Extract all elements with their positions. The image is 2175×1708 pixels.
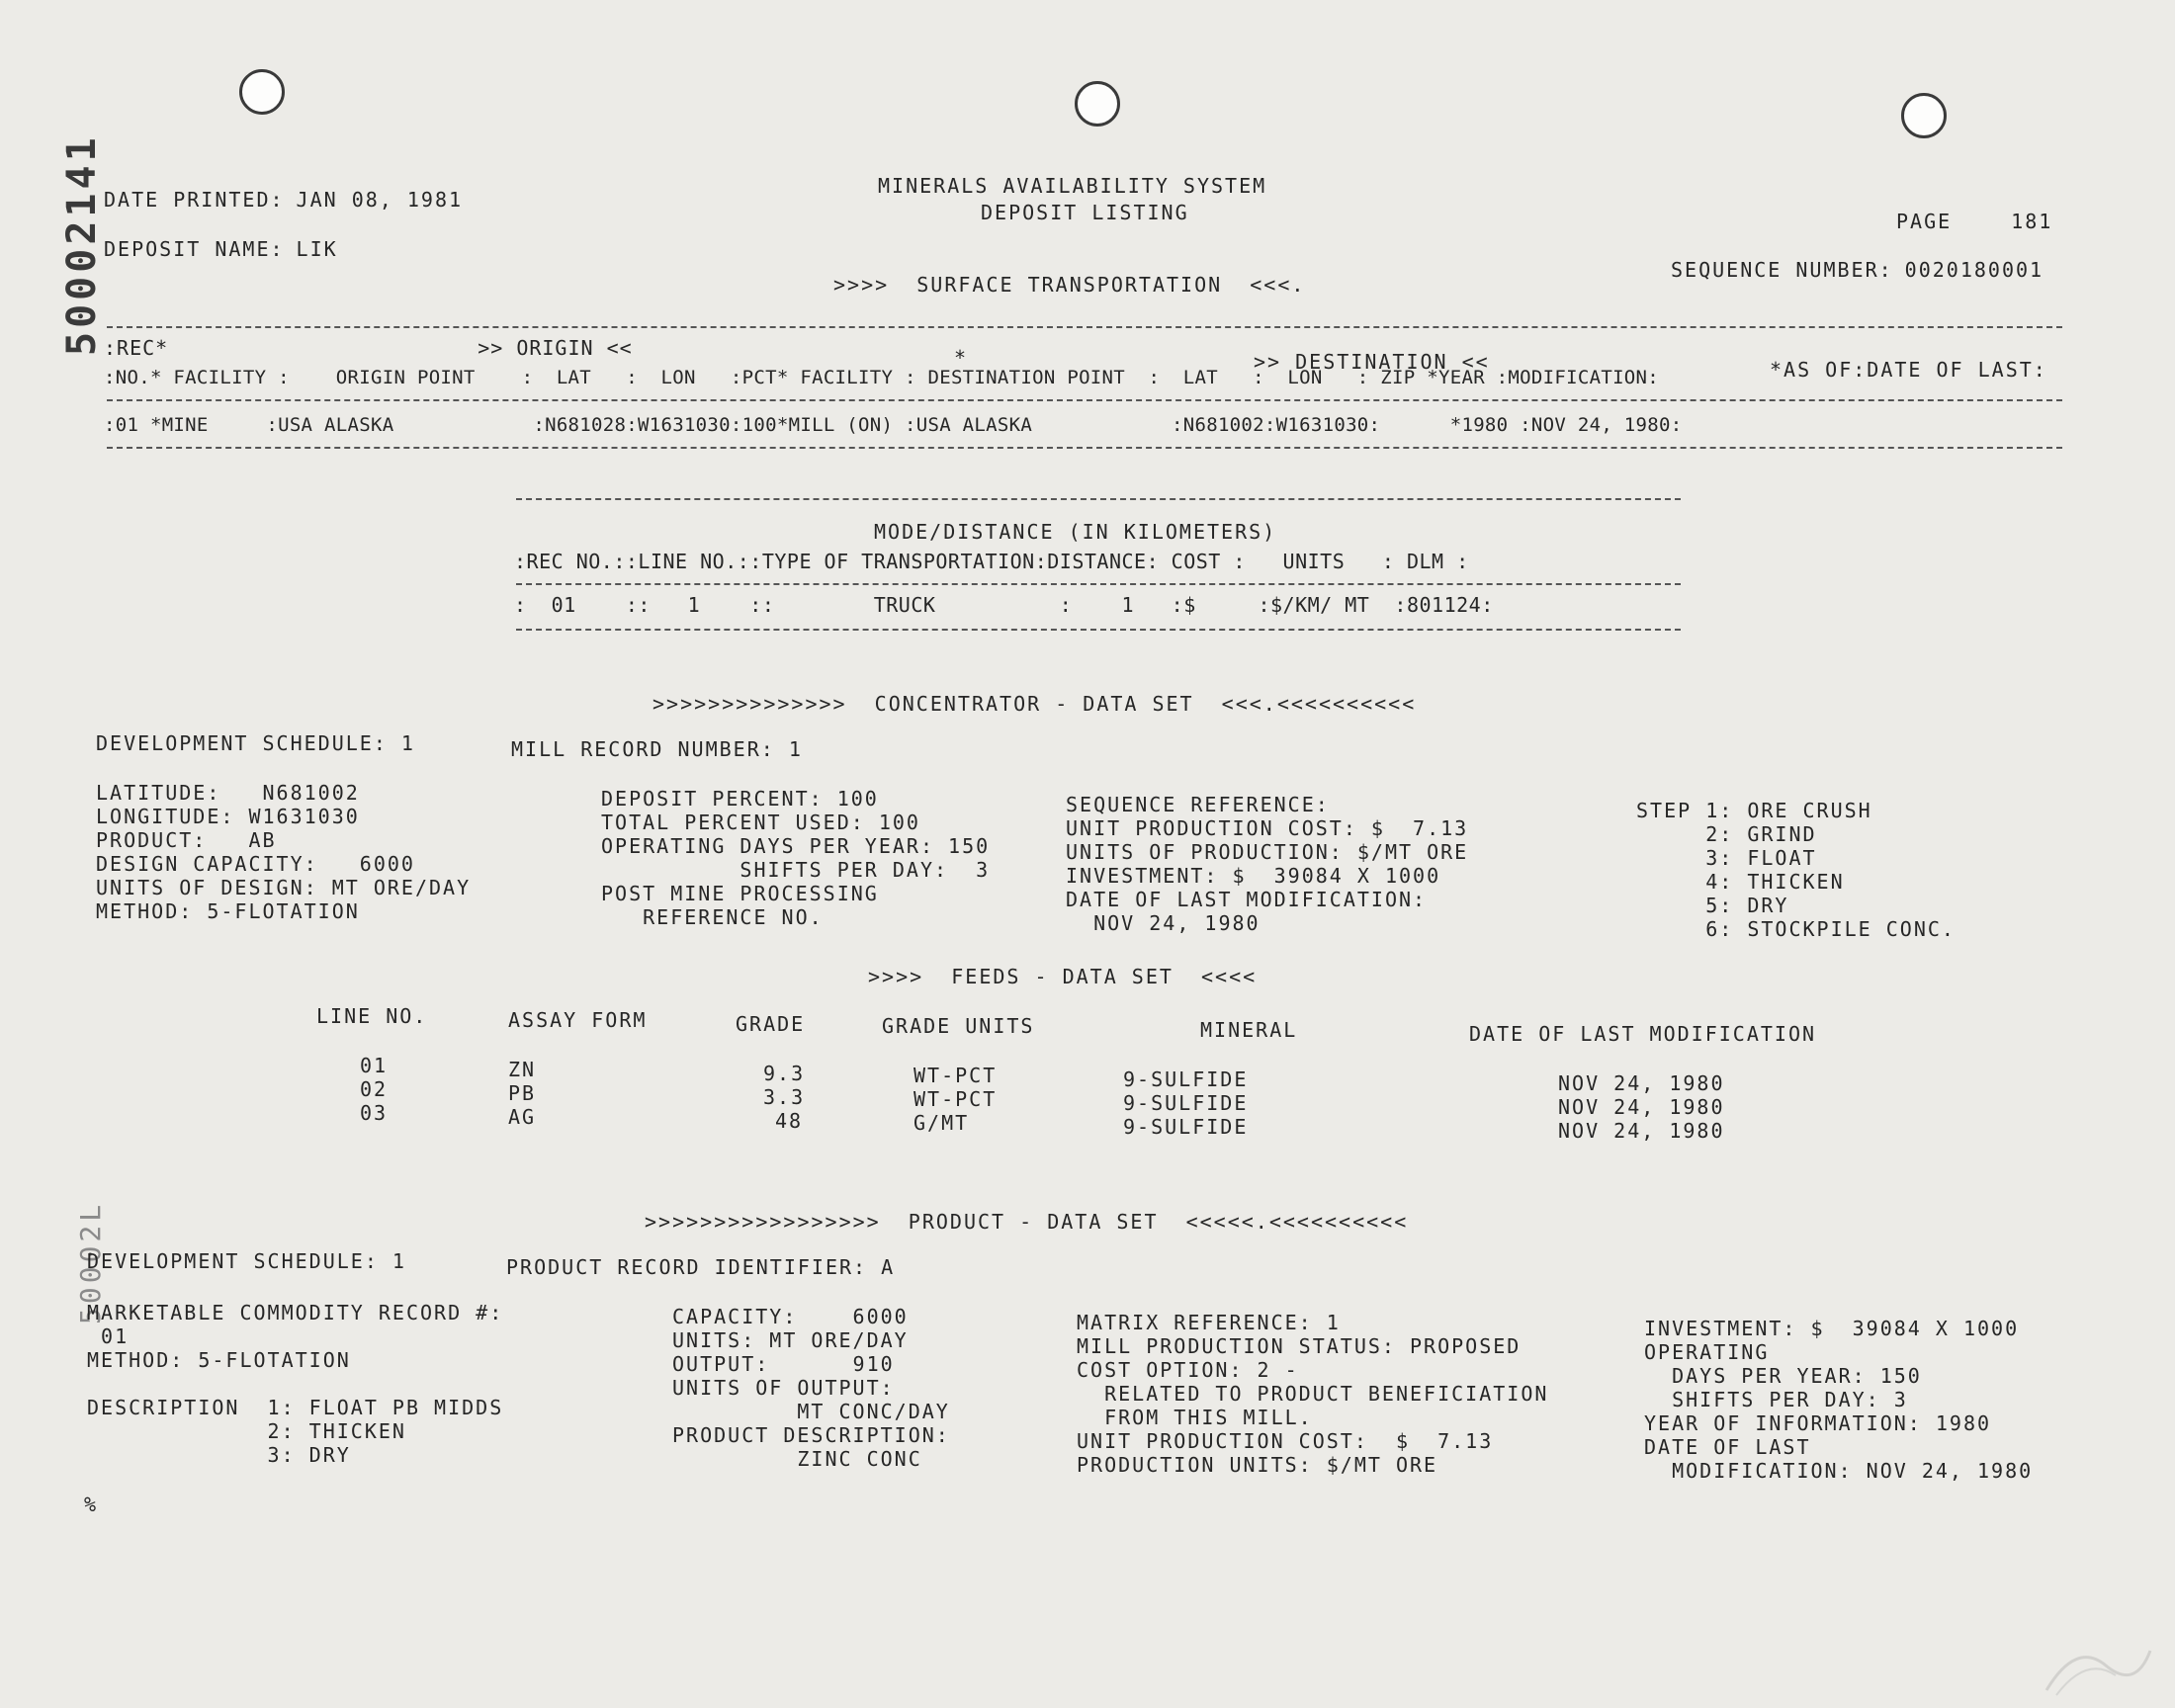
product-description-3: 3: DRY xyxy=(87,1443,351,1467)
product-units: UNITS: MT ORE/DAY xyxy=(672,1328,909,1352)
product-description-value: ZINC CONC xyxy=(672,1447,922,1471)
page-number xyxy=(1896,210,2052,233)
concentrator-date-of-last-modification: DATE OF LAST MODIFICATION: xyxy=(1066,888,1428,911)
surface-header-line2: :NO.* FACILITY : ORIGIN POINT : LAT : LON :PCT* FACILITY : DESTINATION POINT : LAT : LON : ZIP *YEAR :MODIFICATION: xyxy=(104,367,1660,388)
feeds-row-3-units: G/MT xyxy=(914,1111,970,1135)
product-unit-production-cost: UNIT PRODUCTION COST: $ 7.13 xyxy=(1077,1429,1494,1453)
concentrator-longitude: LONGITUDE: W1631030 xyxy=(96,805,360,828)
concentrator-total-percent: TOTAL PERCENT USED: 100 xyxy=(601,811,920,834)
feeds-row-2-mineral: 9-SULFIDE xyxy=(1123,1091,1249,1115)
feeds-row-3-date: NOV 24, 1980 xyxy=(1558,1119,1725,1143)
feeds-row-2-date: NOV 24, 1980 xyxy=(1558,1095,1725,1119)
deposit-name-value: LIK xyxy=(296,237,338,261)
concentrator-units-of-design: UNITS OF DESIGN: MT ORE/DAY xyxy=(96,876,472,899)
product-cost-option: COST OPTION: 2 - xyxy=(1077,1358,1299,1382)
feeds-row-1-assay: ZN xyxy=(508,1058,537,1081)
feeds-column-date: DATE OF LAST MODIFICATION xyxy=(1469,1022,1817,1046)
feeds-row-3-grade: 48 xyxy=(775,1109,804,1133)
concentrator-step-2: 2: GRIND xyxy=(1636,822,1817,846)
concentrator-column-1 xyxy=(96,781,471,923)
mode-table-rule-bottom xyxy=(516,629,1681,631)
punch-hole-center xyxy=(1075,81,1120,127)
deposit-name-label: DEPOSIT NAME: xyxy=(104,237,285,261)
date-printed-value: JAN 08, 1981 xyxy=(296,188,464,212)
feeds-column-mineral: MINERAL xyxy=(1200,1018,1298,1042)
concentrator-step-5: 5: DRY xyxy=(1636,894,1789,917)
concentrator-modification-date: NOV 24, 1980 xyxy=(1066,911,1261,935)
concentrator-deposit-percent: DEPOSIT PERCENT: 100 xyxy=(601,787,879,811)
product-operating: OPERATING xyxy=(1644,1340,1770,1364)
feeds-row-1-line: 01 xyxy=(360,1054,389,1077)
listing-title: DEPOSIT LISTING xyxy=(981,201,1189,224)
product-column-1 xyxy=(87,1301,503,1467)
feeds-column-grade-units: GRADE UNITS xyxy=(882,1014,1035,1038)
product-matrix-reference: MATRIX REFERENCE: 1 xyxy=(1077,1311,1341,1334)
concentrator-step-4: 4: THICKEN xyxy=(1636,870,1845,894)
product-date-of-last: DATE OF LAST xyxy=(1644,1435,1811,1459)
sequence-value: 0020180001 xyxy=(1904,258,2044,282)
feeds-row-2-grade: 3.3 xyxy=(763,1085,806,1109)
concentrator-shifts-per-day: SHIFTS PER DAY: 3 xyxy=(601,858,991,882)
concentrator-unit-production-cost: UNIT PRODUCTION COST: $ 7.13 xyxy=(1066,816,1469,840)
concentrator-column-3 xyxy=(1066,793,1468,935)
product-days-per-year: DAYS PER YEAR: 150 xyxy=(1644,1364,1922,1388)
mode-header: :REC NO.::LINE NO.::TYPE OF TRANSPORTATION:DISTANCE: COST : UNITS : DLM : xyxy=(514,550,1469,573)
product-description-1: DESCRIPTION 1: FLOAT PB MIDDS xyxy=(87,1396,504,1419)
concentrator-mill-record: MILL RECORD NUMBER: 1 xyxy=(511,737,803,761)
page-value: 181 xyxy=(2011,210,2053,233)
product-description-label: PRODUCT DESCRIPTION: xyxy=(672,1423,950,1447)
concentrator-reference-no: REFERENCE NO. xyxy=(601,905,824,929)
feeds-row-1-grade: 9.3 xyxy=(763,1062,806,1085)
surface-header-destination: >> DESTINATION << xyxy=(1254,350,1490,374)
product-year-of-information: YEAR OF INFORMATION: 1980 xyxy=(1644,1411,1992,1435)
seal-emboss xyxy=(2037,1621,2155,1700)
side-stamp-number: 50002141 xyxy=(59,133,105,356)
mode-table-rule-top xyxy=(516,498,1681,500)
product-development-schedule: DEVELOPMENT SCHEDULE: 1 xyxy=(87,1249,406,1273)
product-column-3 xyxy=(1077,1311,1548,1477)
product-method: METHOD: 5-FLOTATION xyxy=(87,1348,351,1372)
product-marketable-commodity: MARKETABLE COMMODITY RECORD #: xyxy=(87,1301,504,1324)
surface-header-line1: :REC* >> ORIGIN << xyxy=(104,336,633,360)
concentrator-design-capacity: DESIGN CAPACITY: 6000 xyxy=(96,852,415,876)
concentrator-operating-days: OPERATING DAYS PER YEAR: 150 xyxy=(601,834,991,858)
concentrator-latitude: LATITUDE: N681002 xyxy=(96,781,360,805)
product-record-identifier: PRODUCT RECORD IDENTIFIER: A xyxy=(506,1255,896,1279)
date-printed-label: DATE PRINTED: xyxy=(104,188,285,212)
surface-row: :01 *MINE :USA ALASKA :N681028:W1631030:100*MILL (ON) :USA ALASKA :N681002:W1631030: *1980 :NOV 24, 1980: xyxy=(104,414,1683,436)
mode-table-rule-mid xyxy=(516,583,1681,585)
product-units-of-output-value: MT CONC/DAY xyxy=(672,1400,950,1423)
product-mill-status: MILL PRODUCTION STATUS: PROPOSED xyxy=(1077,1334,1522,1358)
concentrator-investment: INVESTMENT: $ 39084 X 1000 xyxy=(1066,864,1441,888)
product-investment: INVESTMENT: $ 39084 X 1000 xyxy=(1644,1317,2020,1340)
product-capacity: CAPACITY: 6000 xyxy=(672,1305,909,1328)
concentrator-step-1: STEP 1: ORE CRUSH xyxy=(1636,799,1872,822)
concentrator-steps xyxy=(1636,799,1956,941)
concentrator-product: PRODUCT: AB xyxy=(96,828,277,852)
surface-transportation-heading: >>>> SURFACE TRANSPORTATION <<<. xyxy=(833,273,1306,297)
feeds-column-grade: GRADE xyxy=(736,1012,806,1036)
feeds-row-3-assay: AG xyxy=(508,1105,537,1129)
product-cost-option-desc-1: RELATED TO PRODUCT BENEFICIATION xyxy=(1077,1382,1549,1406)
surface-table-rule-top xyxy=(107,326,2062,328)
product-commodity-value: 01 xyxy=(87,1324,130,1348)
concentrator-method: METHOD: 5-FLOTATION xyxy=(96,899,360,923)
footer-percent: % xyxy=(84,1493,99,1516)
surface-table-rule-mid xyxy=(107,399,2062,401)
product-column-2 xyxy=(672,1305,950,1471)
punch-hole-right xyxy=(1901,93,1947,138)
side-stamp-number-lower: 50002L xyxy=(74,1200,107,1324)
feeds-row-1-date: NOV 24, 1980 xyxy=(1558,1071,1725,1095)
date-printed xyxy=(104,188,463,212)
product-output: OUTPUT: 910 xyxy=(672,1352,895,1376)
concentrator-column-2 xyxy=(601,787,990,929)
product-modification: MODIFICATION: NOV 24, 1980 xyxy=(1644,1459,2034,1483)
product-description-2: 2: THICKEN xyxy=(87,1419,406,1443)
feeds-row-2-units: WT-PCT xyxy=(914,1087,998,1111)
product-heading: >>>>>>>>>>>>>>>>> PRODUCT - DATA SET <<<<<.<<<<<<<<<< xyxy=(645,1210,1409,1234)
feeds-row-3-line: 03 xyxy=(360,1101,389,1125)
mode-title: MODE/DISTANCE (IN KILOMETERS) xyxy=(874,520,1277,544)
concentrator-development-schedule: DEVELOPMENT SCHEDULE: 1 xyxy=(96,731,415,755)
sequence-label: SEQUENCE NUMBER: xyxy=(1671,258,1893,282)
product-shifts-per-day: SHIFTS PER DAY: 3 xyxy=(1644,1388,1908,1411)
system-title: MINERALS AVAILABILITY SYSTEM xyxy=(878,174,1267,198)
product-spacer xyxy=(87,1372,503,1396)
feeds-row-2-assay: PB xyxy=(508,1081,537,1105)
surface-header-right: *AS OF:DATE OF LAST: xyxy=(1770,358,2047,382)
concentrator-heading: >>>>>>>>>>>>>> CONCENTRATOR - DATA SET <<<.<<<<<<<<<< xyxy=(652,692,1417,716)
product-column-4 xyxy=(1644,1317,2033,1483)
product-units-of-output: UNITS OF OUTPUT: xyxy=(672,1376,895,1400)
feeds-row-3-mineral: 9-SULFIDE xyxy=(1123,1115,1249,1139)
concentrator-sequence-reference: SEQUENCE REFERENCE: xyxy=(1066,793,1330,816)
product-cost-option-desc-2: FROM THIS MILL. xyxy=(1077,1406,1313,1429)
feeds-column-assay-form: ASSAY FORM xyxy=(508,1008,648,1032)
surface-table-rule-bottom xyxy=(107,447,2062,449)
mode-row: : 01 :: 1 :: TRUCK : 1 :$ :$/KM/ MT :801124: xyxy=(514,593,1494,617)
concentrator-units-of-production: UNITS OF PRODUCTION: $/MT ORE xyxy=(1066,840,1469,864)
feeds-heading: >>>> FEEDS - DATA SET <<<< xyxy=(868,965,1258,988)
deposit-name xyxy=(104,237,338,261)
feeds-column-line-no: LINE NO. xyxy=(316,1004,428,1028)
concentrator-step-6: 6: STOCKPILE CONC. xyxy=(1636,917,1956,941)
feeds-row-2-line: 02 xyxy=(360,1077,389,1101)
concentrator-step-3: 3: FLOAT xyxy=(1636,846,1817,870)
page-label: PAGE xyxy=(1896,210,1953,233)
concentrator-post-mine-processing: POST MINE PROCESSING xyxy=(601,882,879,905)
punch-hole-left xyxy=(239,69,285,115)
product-production-units: PRODUCTION UNITS: $/MT ORE xyxy=(1077,1453,1438,1477)
surface-pct-star: * xyxy=(954,346,969,370)
sequence-number xyxy=(1671,258,2044,282)
feeds-row-1-mineral: 9-SULFIDE xyxy=(1123,1068,1249,1091)
feeds-row-1-units: WT-PCT xyxy=(914,1064,998,1087)
